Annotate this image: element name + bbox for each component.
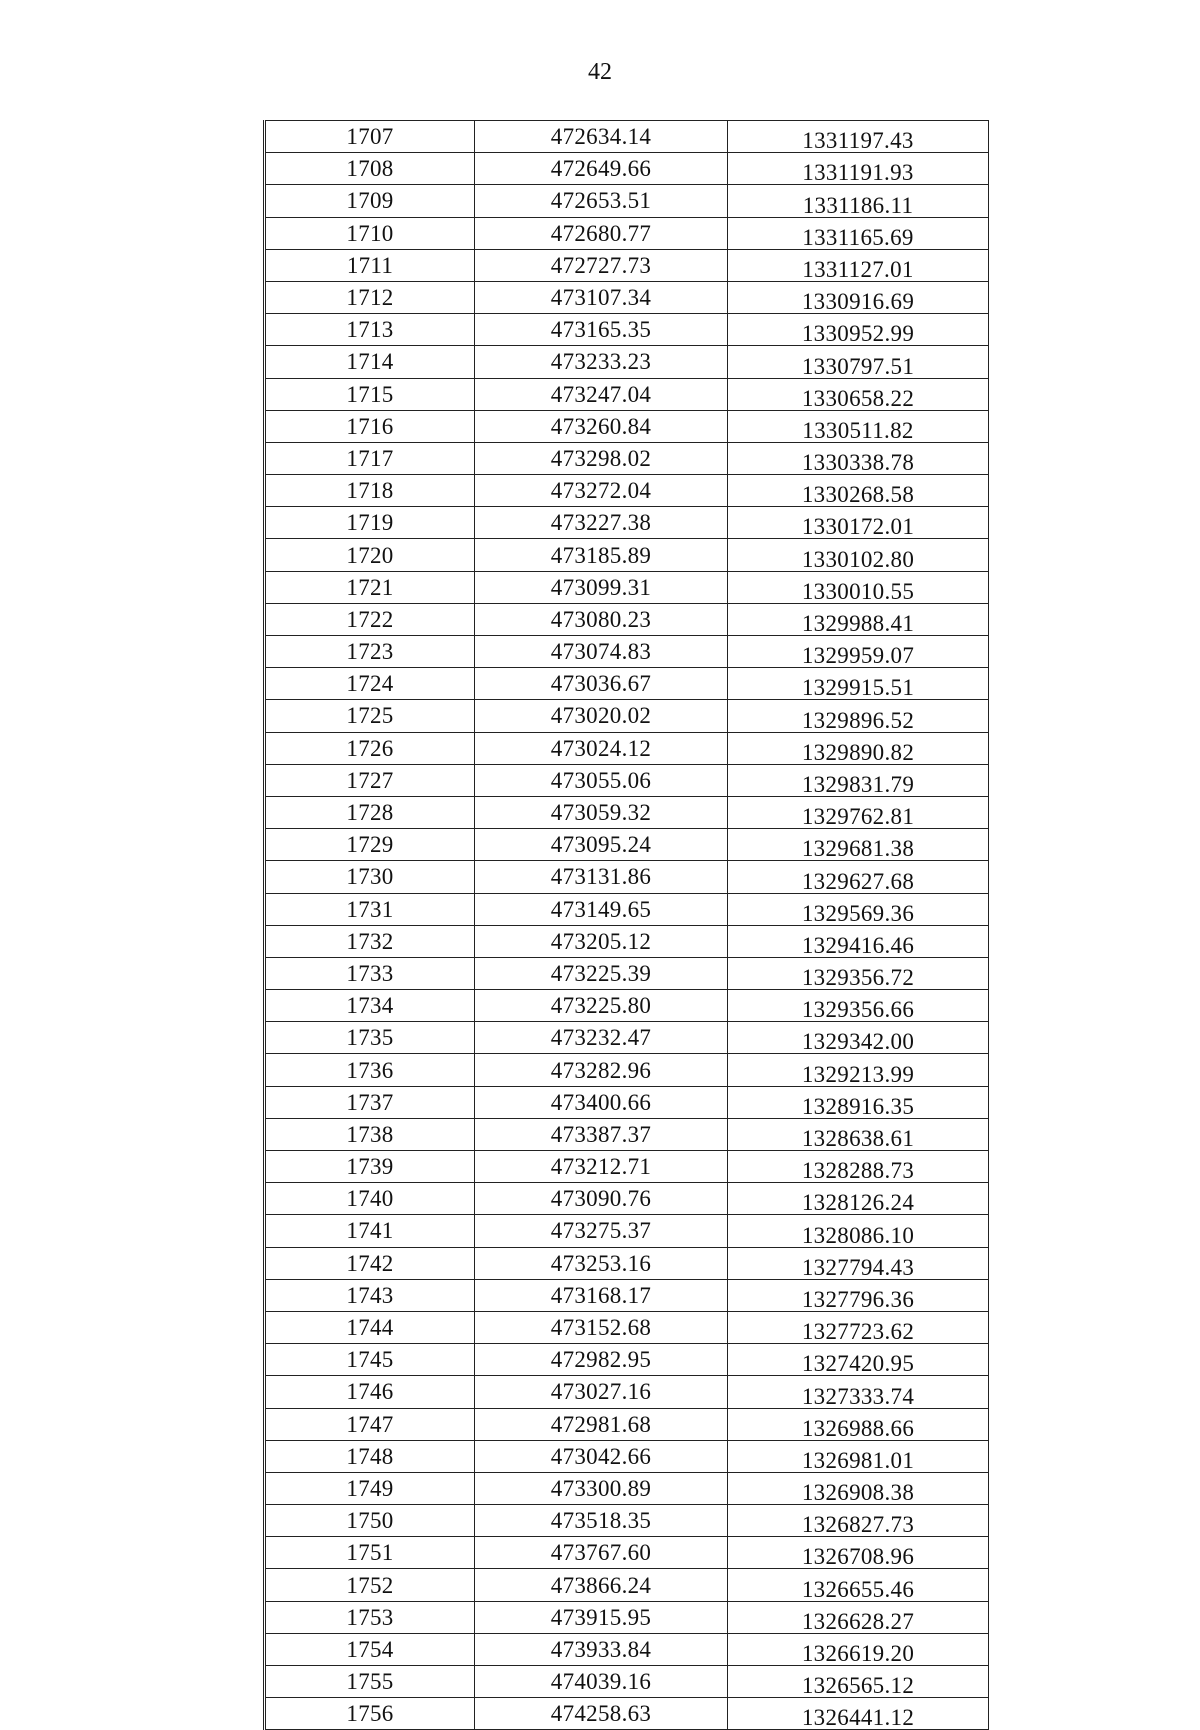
- point-number-cell: 1716: [265, 410, 475, 442]
- y-coordinate-cell: 1326988.66: [728, 1408, 989, 1440]
- point-number-cell: 1731: [265, 893, 475, 925]
- y-coordinate-cell: 1326628.27: [728, 1601, 989, 1633]
- x-coordinate-cell: 473518.35: [475, 1505, 728, 1537]
- y-coordinate-cell: 1330268.58: [728, 475, 989, 507]
- point-number-cell: 1713: [265, 314, 475, 346]
- y-coordinate-cell: 1330952.99: [728, 314, 989, 346]
- table-row: [265, 185, 989, 217]
- y-coordinate-cell: 1329681.38: [728, 829, 989, 861]
- y-coordinate-cell: 1328916.35: [728, 1086, 989, 1118]
- point-number-cell: 1737: [265, 1086, 475, 1118]
- y-coordinate-cell: 1331186.11: [728, 185, 989, 217]
- table-row: [265, 1118, 989, 1150]
- point-number-cell: 1732: [265, 925, 475, 957]
- x-coordinate-cell: 473099.31: [475, 571, 728, 603]
- y-coordinate-cell: 1331165.69: [728, 217, 989, 249]
- x-coordinate-cell: 472634.14: [475, 121, 728, 153]
- table-row: [265, 1344, 989, 1376]
- table-row: [265, 636, 989, 668]
- x-coordinate-cell: 473131.86: [475, 861, 728, 893]
- point-number-cell: 1729: [265, 829, 475, 861]
- table-row: [265, 1505, 989, 1537]
- point-number-cell: 1734: [265, 990, 475, 1022]
- point-number-cell: 1711: [265, 249, 475, 281]
- table-row: [265, 314, 989, 346]
- page-number: 42: [588, 59, 612, 85]
- table-row: [265, 217, 989, 249]
- point-number-cell: 1745: [265, 1344, 475, 1376]
- point-number-cell: 1721: [265, 571, 475, 603]
- y-coordinate-cell: 1328126.24: [728, 1183, 989, 1215]
- y-coordinate-cell: 1326619.20: [728, 1633, 989, 1665]
- table-row: [265, 121, 989, 153]
- table-row: [265, 1215, 989, 1247]
- point-number-cell: 1743: [265, 1279, 475, 1311]
- table-row: [265, 893, 989, 925]
- point-number-cell: 1748: [265, 1440, 475, 1472]
- x-coordinate-cell: 473227.38: [475, 507, 728, 539]
- x-coordinate-cell: 473024.12: [475, 732, 728, 764]
- point-number-cell: 1754: [265, 1633, 475, 1665]
- x-coordinate-cell: 473275.37: [475, 1215, 728, 1247]
- point-number-cell: 1738: [265, 1118, 475, 1150]
- point-number-cell: 1720: [265, 539, 475, 571]
- point-number-cell: 1727: [265, 764, 475, 796]
- y-coordinate-cell: 1330338.78: [728, 442, 989, 474]
- table-row: [265, 410, 989, 442]
- point-number-cell: 1708: [265, 153, 475, 185]
- x-coordinate-cell: 472981.68: [475, 1408, 728, 1440]
- point-number-cell: 1741: [265, 1215, 475, 1247]
- y-coordinate-cell: 1331197.43: [728, 121, 989, 153]
- x-coordinate-cell: 473225.39: [475, 957, 728, 989]
- x-coordinate-cell: 473253.16: [475, 1247, 728, 1279]
- y-coordinate-cell: 1327333.74: [728, 1376, 989, 1408]
- y-coordinate-cell: 1326908.38: [728, 1472, 989, 1504]
- point-number-cell: 1715: [265, 378, 475, 410]
- y-coordinate-cell: 1329627.68: [728, 861, 989, 893]
- point-number-cell: 1756: [265, 1698, 475, 1730]
- table-row: [265, 668, 989, 700]
- table-row: [265, 1247, 989, 1279]
- point-number-cell: 1742: [265, 1247, 475, 1279]
- y-coordinate-cell: 1329988.41: [728, 603, 989, 635]
- y-coordinate-cell: 1330797.51: [728, 346, 989, 378]
- x-coordinate-cell: 473168.17: [475, 1279, 728, 1311]
- y-coordinate-cell: 1327794.43: [728, 1247, 989, 1279]
- x-coordinate-cell: 473080.23: [475, 603, 728, 635]
- table-row: [265, 732, 989, 764]
- table-row: [265, 990, 989, 1022]
- x-coordinate-cell: 472982.95: [475, 1344, 728, 1376]
- table-row: [265, 1086, 989, 1118]
- point-number-cell: 1719: [265, 507, 475, 539]
- table-row: [265, 1311, 989, 1343]
- y-coordinate-cell: 1330511.82: [728, 410, 989, 442]
- point-number-cell: 1730: [265, 861, 475, 893]
- y-coordinate-cell: 1327796.36: [728, 1279, 989, 1311]
- table-row: [265, 1537, 989, 1569]
- y-coordinate-cell: 1326565.12: [728, 1666, 989, 1698]
- x-coordinate-cell: 472727.73: [475, 249, 728, 281]
- table-row: [265, 1376, 989, 1408]
- y-coordinate-cell: 1328638.61: [728, 1118, 989, 1150]
- x-coordinate-cell: 473247.04: [475, 378, 728, 410]
- table-row: [265, 153, 989, 185]
- y-coordinate-cell: 1329356.66: [728, 990, 989, 1022]
- table-row: [265, 539, 989, 571]
- y-coordinate-cell: 1326708.96: [728, 1537, 989, 1569]
- point-number-cell: 1749: [265, 1472, 475, 1504]
- table-row: [265, 957, 989, 989]
- point-number-cell: 1740: [265, 1183, 475, 1215]
- point-number-cell: 1747: [265, 1408, 475, 1440]
- y-coordinate-cell: 1330658.22: [728, 378, 989, 410]
- point-number-cell: 1725: [265, 700, 475, 732]
- table-row: [265, 1601, 989, 1633]
- x-coordinate-cell: 473152.68: [475, 1311, 728, 1343]
- table-row: [265, 796, 989, 828]
- point-number-cell: 1753: [265, 1601, 475, 1633]
- x-coordinate-cell: 473260.84: [475, 410, 728, 442]
- table-row: [265, 1054, 989, 1086]
- y-coordinate-cell: 1329762.81: [728, 796, 989, 828]
- x-coordinate-cell: 473042.66: [475, 1440, 728, 1472]
- y-coordinate-cell: 1329896.52: [728, 700, 989, 732]
- y-coordinate-cell: 1331191.93: [728, 153, 989, 185]
- x-coordinate-cell: 473233.23: [475, 346, 728, 378]
- y-coordinate-cell: 1326441.12: [728, 1698, 989, 1730]
- coordinates-table: [263, 120, 989, 1730]
- y-coordinate-cell: 1326827.73: [728, 1505, 989, 1537]
- table-row: [265, 1183, 989, 1215]
- y-coordinate-cell: 1329915.51: [728, 668, 989, 700]
- table-row: [265, 1440, 989, 1472]
- table-row: [265, 1569, 989, 1601]
- point-number-cell: 1744: [265, 1311, 475, 1343]
- y-coordinate-cell: 1330916.69: [728, 281, 989, 313]
- table-row: [265, 1666, 989, 1698]
- point-number-cell: 1736: [265, 1054, 475, 1086]
- point-number-cell: 1707: [265, 121, 475, 153]
- point-number-cell: 1739: [265, 1151, 475, 1183]
- table-row: [265, 700, 989, 732]
- x-coordinate-cell: 473027.16: [475, 1376, 728, 1408]
- point-number-cell: 1709: [265, 185, 475, 217]
- x-coordinate-cell: 473095.24: [475, 829, 728, 861]
- y-coordinate-cell: 1326981.01: [728, 1440, 989, 1472]
- x-coordinate-cell: 473185.89: [475, 539, 728, 571]
- table-row: [265, 1408, 989, 1440]
- point-number-cell: 1746: [265, 1376, 475, 1408]
- x-coordinate-cell: 472680.77: [475, 217, 728, 249]
- x-coordinate-cell: 473165.35: [475, 314, 728, 346]
- y-coordinate-cell: 1329569.36: [728, 893, 989, 925]
- point-number-cell: 1728: [265, 796, 475, 828]
- x-coordinate-cell: 473090.76: [475, 1183, 728, 1215]
- table-row: [265, 249, 989, 281]
- point-number-cell: 1717: [265, 442, 475, 474]
- x-coordinate-cell: 473915.95: [475, 1601, 728, 1633]
- x-coordinate-cell: 472649.66: [475, 153, 728, 185]
- table-row: [265, 1279, 989, 1311]
- y-coordinate-cell: 1329356.72: [728, 957, 989, 989]
- x-coordinate-cell: 474258.63: [475, 1698, 728, 1730]
- x-coordinate-cell: 473036.67: [475, 668, 728, 700]
- point-number-cell: 1714: [265, 346, 475, 378]
- y-coordinate-cell: 1329213.99: [728, 1054, 989, 1086]
- table-row: [265, 925, 989, 957]
- y-coordinate-cell: 1330010.55: [728, 571, 989, 603]
- y-coordinate-cell: 1329416.46: [728, 925, 989, 957]
- x-coordinate-cell: 473149.65: [475, 893, 728, 925]
- table-row: [265, 603, 989, 635]
- x-coordinate-cell: 473055.06: [475, 764, 728, 796]
- x-coordinate-cell: 473225.80: [475, 990, 728, 1022]
- y-coordinate-cell: 1328086.10: [728, 1215, 989, 1247]
- x-coordinate-cell: 473866.24: [475, 1569, 728, 1601]
- point-number-cell: 1722: [265, 603, 475, 635]
- x-coordinate-cell: 473212.71: [475, 1151, 728, 1183]
- y-coordinate-cell: 1331127.01: [728, 249, 989, 281]
- point-number-cell: 1712: [265, 281, 475, 313]
- x-coordinate-cell: 473020.02: [475, 700, 728, 732]
- table-row: [265, 281, 989, 313]
- x-coordinate-cell: 472653.51: [475, 185, 728, 217]
- point-number-cell: 1755: [265, 1666, 475, 1698]
- point-number-cell: 1751: [265, 1537, 475, 1569]
- table-row: [265, 861, 989, 893]
- table-row: [265, 1698, 989, 1730]
- table-row: [265, 1151, 989, 1183]
- x-coordinate-cell: 473282.96: [475, 1054, 728, 1086]
- table-row: [265, 475, 989, 507]
- table-row: [265, 1472, 989, 1504]
- point-number-cell: 1724: [265, 668, 475, 700]
- x-coordinate-cell: 473074.83: [475, 636, 728, 668]
- y-coordinate-cell: 1327420.95: [728, 1344, 989, 1376]
- x-coordinate-cell: 473933.84: [475, 1633, 728, 1665]
- point-number-cell: 1723: [265, 636, 475, 668]
- point-number-cell: 1710: [265, 217, 475, 249]
- x-coordinate-cell: 473232.47: [475, 1022, 728, 1054]
- table-row: [265, 346, 989, 378]
- x-coordinate-cell: 473272.04: [475, 475, 728, 507]
- point-number-cell: 1726: [265, 732, 475, 764]
- point-number-cell: 1735: [265, 1022, 475, 1054]
- y-coordinate-cell: 1327723.62: [728, 1311, 989, 1343]
- x-coordinate-cell: 473205.12: [475, 925, 728, 957]
- y-coordinate-cell: 1330172.01: [728, 507, 989, 539]
- table-row: [265, 829, 989, 861]
- x-coordinate-cell: 473767.60: [475, 1537, 728, 1569]
- y-coordinate-cell: 1329831.79: [728, 764, 989, 796]
- y-coordinate-cell: 1330102.80: [728, 539, 989, 571]
- x-coordinate-cell: 474039.16: [475, 1666, 728, 1698]
- y-coordinate-cell: 1329890.82: [728, 732, 989, 764]
- table-row: [265, 1022, 989, 1054]
- point-number-cell: 1733: [265, 957, 475, 989]
- x-coordinate-cell: 473059.32: [475, 796, 728, 828]
- table-row: [265, 442, 989, 474]
- x-coordinate-cell: 473107.34: [475, 281, 728, 313]
- table-row: [265, 378, 989, 410]
- y-coordinate-cell: 1326655.46: [728, 1569, 989, 1601]
- y-coordinate-cell: 1328288.73: [728, 1151, 989, 1183]
- x-coordinate-cell: 473400.66: [475, 1086, 728, 1118]
- point-number-cell: 1752: [265, 1569, 475, 1601]
- table-row: [265, 507, 989, 539]
- point-number-cell: 1718: [265, 475, 475, 507]
- y-coordinate-cell: 1329342.00: [728, 1022, 989, 1054]
- point-number-cell: 1750: [265, 1505, 475, 1537]
- x-coordinate-cell: 473300.89: [475, 1472, 728, 1504]
- table-row: [265, 764, 989, 796]
- x-coordinate-cell: 473298.02: [475, 442, 728, 474]
- x-coordinate-cell: 473387.37: [475, 1118, 728, 1150]
- table-row: [265, 571, 989, 603]
- y-coordinate-cell: 1329959.07: [728, 636, 989, 668]
- table-row: [265, 1633, 989, 1665]
- coordinates-table-body: [265, 121, 989, 1730]
